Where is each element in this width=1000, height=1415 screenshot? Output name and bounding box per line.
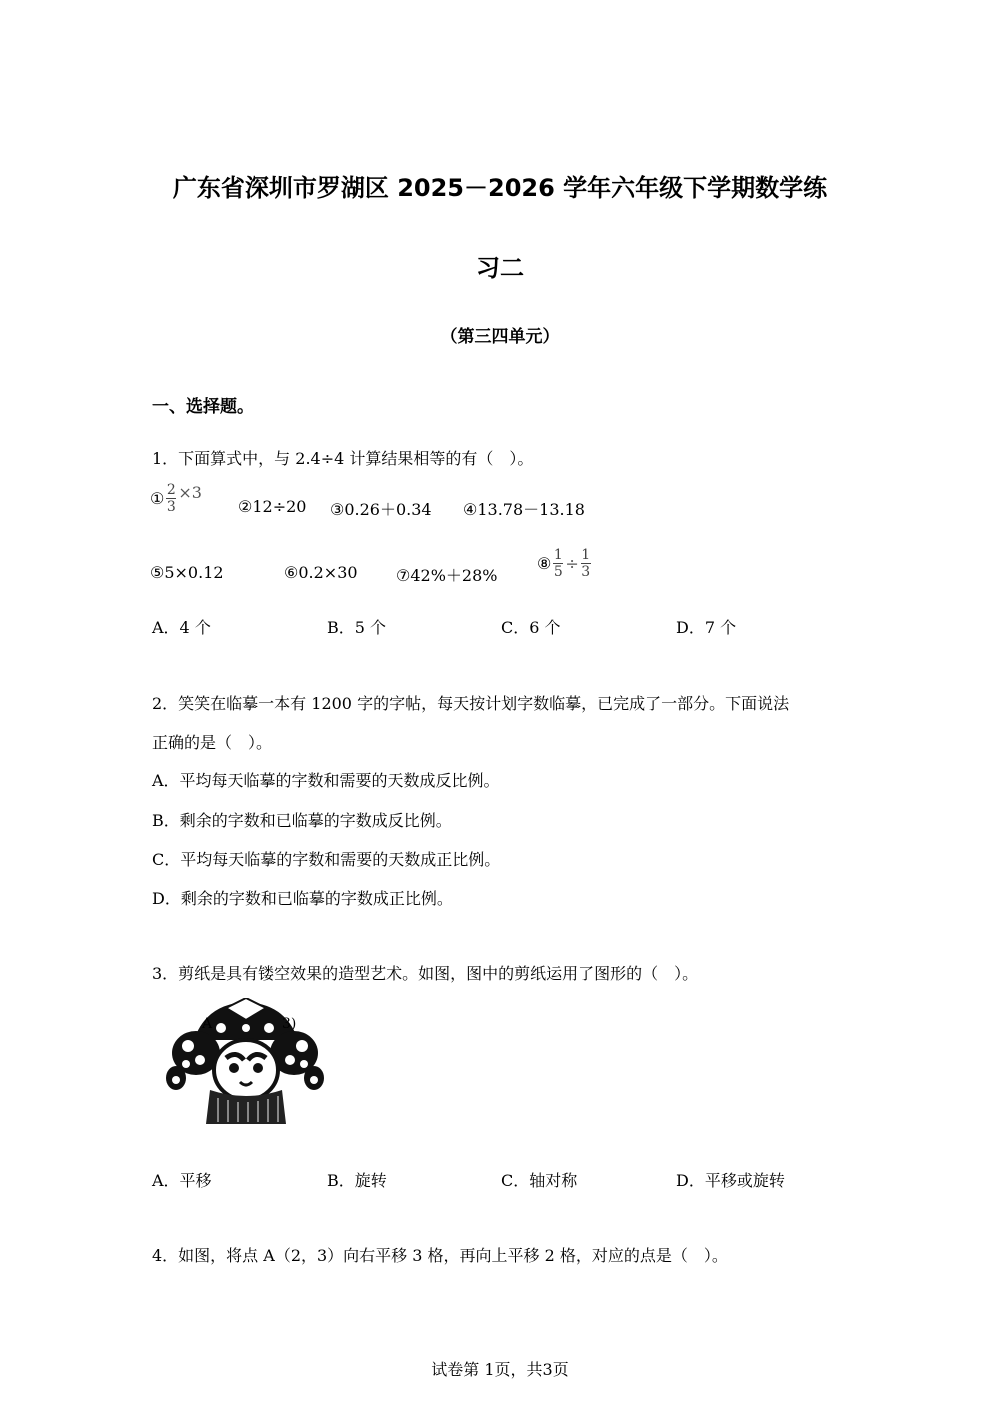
q1-option-c[interactable]: C．6 个 xyxy=(501,618,561,637)
q2-option-d[interactable]: D．剩余的字数和已临摹的字数成正比例。 xyxy=(152,889,453,908)
q3-option-d[interactable]: D．平移或旋转 xyxy=(676,1171,785,1190)
fraction xyxy=(581,547,591,580)
page-title-line2: 习二 xyxy=(476,254,524,282)
fraction-denominator: 3 xyxy=(581,564,591,580)
q2-option-a[interactable]: A．平均每天临摹的字数和需要的天数成反比例。 xyxy=(152,771,500,790)
q2-option-b[interactable]: B．剩余的字数和已临摹的字数成反比例。 xyxy=(152,811,452,830)
image-mark-3: 3) xyxy=(282,1016,297,1032)
q1-expr1-marker: ① xyxy=(150,489,165,508)
fraction xyxy=(166,482,176,515)
q3-option-b[interactable]: B．旋转 xyxy=(327,1171,387,1190)
image-mark-a: A xyxy=(202,1016,213,1032)
fraction xyxy=(553,547,563,580)
q1-expression-7: ⑦42%＋28% xyxy=(396,566,498,585)
q1-option-a[interactable]: A．4 个 xyxy=(152,618,211,637)
fraction-numerator: 1 xyxy=(581,547,591,563)
section-heading-choice: 一、选择题。 xyxy=(152,397,254,417)
question-2-stem-line1: 2．笑笑在临摹一本有 1200 字的字帖，每天按计划字数临摹，已完成了一部分。下面说法 xyxy=(152,694,790,713)
page-footer: 试卷第 1页，共3页 xyxy=(431,1360,569,1379)
q1-expression-3: ③0.26＋0.34 xyxy=(330,500,432,519)
page-subtitle: （第三四单元） xyxy=(440,327,560,347)
q2-option-c[interactable]: C．平均每天临摹的字数和需要的天数成正比例。 xyxy=(152,850,501,869)
q1-expression-2: ②12÷20 xyxy=(238,497,307,516)
fraction-denominator: 3 xyxy=(166,499,176,515)
q1-expr8-marker: ⑧ xyxy=(537,554,552,573)
paper-cut-opera-mask-image xyxy=(166,998,324,1128)
q1-option-b[interactable]: B．5 个 xyxy=(327,618,387,637)
q1-expression-8 xyxy=(537,547,593,580)
fraction-denominator: 5 xyxy=(553,564,563,580)
q3-option-c[interactable]: C．轴对称 xyxy=(501,1171,578,1190)
division-sign: ÷ xyxy=(565,554,579,573)
page-title-line1: 广东省深圳市罗湖区 2025－2026 学年六年级下学期数学练 xyxy=(172,174,828,202)
question-3-stem: 3．剪纸是具有镂空效果的造型艺术。如图，图中的剪纸运用了图形的（ ）。 xyxy=(152,964,699,983)
fraction-numerator: 2 xyxy=(166,482,176,498)
question-4-stem: 4．如图，将点 A（2，3）向右平移 3 格，再向上平移 2 格，对应的点是（ ）。 xyxy=(152,1246,728,1265)
q1-expression-4: ④13.78－13.18 xyxy=(463,500,585,519)
q1-expression-5: ⑤5×0.12 xyxy=(150,563,224,582)
q3-option-a[interactable]: A．平移 xyxy=(152,1171,212,1190)
fraction-numerator: 1 xyxy=(553,547,563,563)
q1-option-d[interactable]: D．7 个 xyxy=(676,618,737,637)
question-2-stem-line2: 正确的是（ ）。 xyxy=(152,733,273,752)
q1-expr1-tail: ×3 xyxy=(178,483,202,502)
question-1-stem: 1．下面算式中，与 2.4÷4 计算结果相等的有（ ）。 xyxy=(152,449,534,468)
q1-expression-1 xyxy=(150,482,202,515)
q1-expression-6: ⑥0.2×30 xyxy=(284,563,358,582)
